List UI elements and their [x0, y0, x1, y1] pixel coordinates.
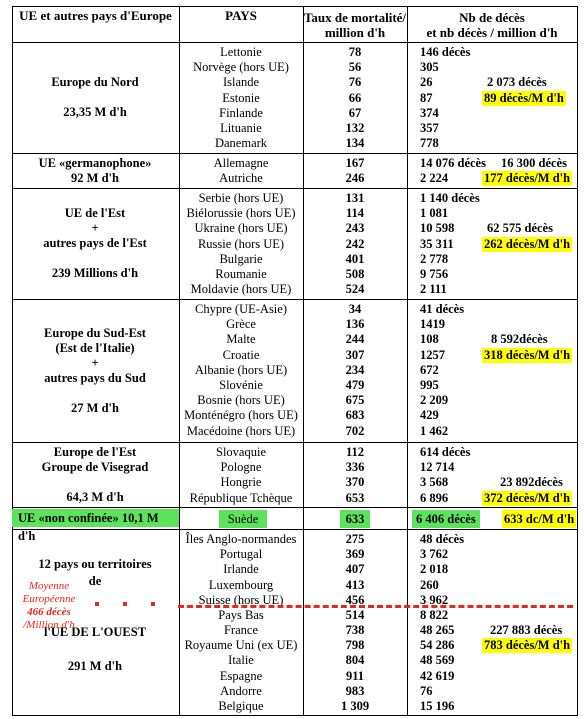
country-name: Malte	[226, 332, 256, 347]
death-count: 3 568	[420, 475, 449, 490]
region-label: 12 pays ou territoires	[38, 557, 152, 571]
country-name: Bulgarie	[219, 251, 263, 266]
country-name: Norvège (hors UE)	[193, 60, 289, 75]
death-count: 76	[420, 683, 433, 698]
mortality-rate: 76	[348, 75, 362, 90]
group-divider	[12, 529, 578, 530]
header-region: UE et autres pays d'Europe	[19, 8, 172, 23]
country-name: Pologne	[220, 460, 262, 475]
region-label: 92 M d'h	[71, 170, 119, 185]
death-count: 2 111	[420, 282, 447, 297]
country-name: Bosnie (hors UE)	[197, 393, 285, 408]
country-name: Lituanie	[220, 121, 262, 135]
average-note: 466 décès	[27, 606, 71, 618]
death-count: 614 décès	[420, 445, 471, 459]
mortality-rate: 112	[345, 445, 365, 459]
mortality-rate: 633	[340, 510, 370, 528]
group-total-deaths: 8 592décès	[491, 332, 548, 347]
region-label: 27 M d'h	[71, 400, 119, 415]
death-count: 48 décès	[420, 532, 465, 546]
death-count: 12 714	[420, 460, 455, 475]
region-label: UE de l'Est	[64, 206, 126, 220]
mortality-rate: 514	[345, 607, 365, 622]
column-divider	[577, 6, 578, 716]
mortality-rate: 653	[345, 490, 365, 505]
death-count: 35 311	[420, 236, 454, 251]
group-deaths-per-million: 177 décès/M d'h	[484, 171, 571, 186]
mortality-rate: 798	[345, 638, 365, 653]
region-label: l'UE DE L'OUEST	[43, 625, 147, 639]
region-label: +	[91, 355, 99, 370]
country-name: France	[223, 623, 258, 637]
country-name: Finlande	[219, 105, 263, 120]
region-label: autres pays de l'Est	[43, 236, 147, 250]
mortality-rate: 456	[345, 592, 365, 607]
country-name: Lettonie	[220, 45, 262, 59]
group-deaths-per-million: 89 décès/M d'h	[484, 90, 564, 105]
country-name: Espagne	[219, 668, 263, 683]
mortality-rate: 131	[345, 191, 365, 205]
average-marker	[95, 602, 99, 606]
country-name: Croatie	[222, 347, 260, 362]
group-total-deaths: 2 073 décès	[487, 75, 547, 90]
death-count: 6 896	[420, 490, 449, 505]
country-name: Pays Bas	[218, 607, 264, 622]
country-name: Suisse (hors UE)	[198, 592, 284, 607]
header-deces-line: Nb de décès	[459, 10, 525, 25]
average-note: /Million d'h	[23, 619, 75, 631]
group-total-deaths: 62 575 décès	[487, 221, 553, 236]
average-marker	[151, 602, 155, 606]
header-deces-line: et nb décès / million d'h	[426, 25, 558, 40]
group-divider	[12, 188, 578, 189]
death-count: 374	[420, 105, 439, 120]
group-divider	[12, 715, 578, 716]
mortality-rate: 242	[345, 236, 365, 251]
country-name: Macédoine (hors UE)	[186, 423, 296, 438]
death-count: 778	[420, 136, 439, 151]
mortality-rate: 246	[345, 171, 365, 186]
death-count: 2 209	[420, 393, 449, 408]
country-name: Slovénie	[219, 378, 263, 392]
table-border-top	[12, 6, 578, 7]
group-deaths-per-million: 633 dc/M d'h	[504, 512, 575, 526]
death-count: 1 462	[420, 423, 449, 438]
mortality-rate: 34	[348, 302, 362, 316]
country-name: Hongrie	[220, 475, 262, 490]
death-count: 48 569	[420, 653, 455, 668]
group-divider	[12, 507, 578, 508]
mortality-rate: 401	[345, 251, 365, 266]
mortality-rate: 524	[345, 282, 365, 297]
group-divider	[12, 442, 578, 443]
country-name: Slovaquie	[216, 445, 266, 459]
header-pays: PAYS	[225, 8, 257, 23]
column-divider	[407, 6, 408, 716]
country-name: Moldavie (hors UE)	[190, 282, 292, 297]
region-label: 291 M d'h	[67, 659, 123, 673]
group-divider	[12, 153, 578, 154]
mortality-rate: 983	[345, 683, 365, 698]
region-label: +	[91, 221, 99, 235]
header-taux-line: Taux de mortalité/	[303, 10, 407, 25]
country-name: Monténégro (hors UE)	[184, 408, 298, 423]
mortality-rate: 370	[345, 475, 365, 490]
average-note: Européenne	[22, 593, 76, 605]
mortality-rate: 407	[345, 562, 365, 577]
country-name: Serbie (hors UE)	[198, 191, 284, 205]
country-name: Irlande	[223, 562, 259, 577]
group-divider	[12, 299, 578, 300]
death-count: 8 822	[420, 607, 449, 622]
death-count: 48 265	[420, 623, 455, 637]
country-name: Roumanie	[215, 267, 267, 281]
column-divider	[12, 6, 13, 716]
mortality-rate: 243	[345, 221, 365, 236]
mortality-rate: 234	[345, 362, 365, 377]
mortality-rate: 804	[345, 653, 365, 668]
death-count: 87	[420, 90, 433, 105]
death-count: 54 286	[420, 638, 455, 653]
mortality-rate: 307	[345, 347, 365, 362]
region-label: 23,35 M d'h	[63, 105, 127, 119]
mortality-rate: 911	[345, 668, 365, 683]
region-label: 239 Millions d'h	[51, 266, 139, 280]
average-note: Moyenne	[28, 580, 70, 592]
death-count: 1 140 décès	[420, 191, 480, 205]
death-count: 1 081	[420, 206, 449, 221]
death-count: 108	[420, 332, 439, 347]
average-marker	[123, 602, 127, 606]
country-name: Grèce	[226, 317, 256, 332]
death-count: 1419	[420, 317, 445, 332]
group-total-deaths: 16 300 décès	[501, 156, 567, 170]
mortality-rate: 114	[345, 206, 365, 221]
region-label: UE «non confinée» 10,1 M d'h	[12, 509, 179, 527]
country-name: Danemark	[214, 136, 268, 151]
group-deaths-per-million: 783 décès/M d'h	[484, 638, 571, 653]
country-name: Belgique	[218, 698, 264, 713]
country-name: Îles Anglo-normandes	[185, 532, 297, 546]
region-label: 64,3 M d'h	[66, 489, 124, 504]
mortality-rate: 413	[345, 577, 365, 592]
mortality-rate: 56	[348, 60, 362, 75]
mortality-rate: 336	[345, 460, 365, 475]
region-label: Europe du Nord	[51, 75, 139, 89]
country-name: Chypre (UE-Asie)	[195, 302, 287, 316]
group-total-deaths: 227 883 décès	[490, 623, 563, 637]
mortality-rate: 702	[345, 423, 365, 438]
death-count: 357	[420, 121, 439, 135]
mortality-rate: 275	[345, 532, 365, 546]
death-count: 305	[420, 60, 439, 75]
country-name: Royaume Uni (ex UE)	[184, 638, 298, 653]
death-count: 41 décès	[420, 302, 465, 316]
group-total-deaths: 23 892décès	[500, 475, 563, 490]
death-count: 9 756	[420, 267, 449, 281]
mortality-rate: 66	[348, 90, 362, 105]
mortality-rate: 136	[345, 317, 365, 332]
death-count: 42 619	[420, 668, 455, 683]
header-taux-line: million d'h	[324, 25, 386, 40]
mortality-rate: 369	[345, 547, 365, 562]
mortality-rate: 167	[345, 156, 365, 170]
death-count: 6 406 décès	[412, 510, 480, 528]
mortality-rate: 67	[348, 105, 362, 120]
country-name: Ukraine (hors UE)	[194, 221, 288, 236]
group-deaths-per-million: 372 décès/M d'h	[484, 490, 571, 505]
region-label: Groupe de Visegrad	[41, 459, 149, 474]
death-count: 1257	[420, 347, 445, 362]
region-label: autres pays du Sud	[44, 370, 146, 385]
group-deaths-per-million: 262 décès/M d'h	[484, 236, 571, 251]
country-name: Russie (hors UE)	[197, 236, 285, 251]
country-name: Andorre	[220, 683, 262, 698]
region-label: de	[88, 574, 102, 588]
death-count: 15 196	[420, 698, 455, 713]
mortality-rate: 244	[345, 332, 365, 347]
country-name: Italie	[228, 653, 254, 668]
mortality-rate: 508	[345, 267, 365, 281]
mortality-rate: 675	[345, 393, 365, 408]
country-name: Suède	[219, 510, 267, 528]
death-count: 14 076 décès	[420, 156, 486, 170]
mortality-rate: 1 309	[340, 698, 370, 713]
death-count: 2 778	[420, 251, 449, 266]
death-count: 26	[420, 75, 433, 90]
death-count: 10 598	[420, 221, 455, 236]
country-name: Islande	[222, 75, 260, 90]
country-name: Albanie (hors UE)	[194, 362, 288, 377]
death-count: 146 décès	[420, 45, 471, 59]
mortality-rate: 479	[345, 378, 365, 392]
country-name: Luxembourg	[208, 577, 274, 592]
mortality-rate: 738	[345, 623, 365, 637]
mortality-rate: 78	[348, 45, 362, 59]
header-divider	[12, 42, 578, 43]
region-label: Europe de l'Est	[53, 444, 137, 459]
country-name: Allemagne	[213, 156, 269, 170]
death-count: 672	[420, 362, 439, 377]
country-name: Portugal	[219, 547, 263, 562]
average-line	[178, 605, 573, 608]
mortality-rate: 134	[345, 136, 365, 151]
country-name: Autriche	[219, 171, 263, 186]
death-count: 260	[420, 577, 439, 592]
group-deaths-per-million: 318 décès/M d'h	[484, 347, 571, 362]
death-count: 2 224	[420, 171, 449, 186]
region-label: UE «germanophone»	[38, 155, 152, 170]
death-count: 995	[420, 378, 439, 392]
death-count: 2 018	[420, 562, 449, 577]
region-label: Europe du Sud-Est	[44, 325, 146, 340]
mortality-rate: 683	[345, 408, 365, 423]
region-label: (Est de l'Italie)	[55, 340, 135, 355]
country-name: République Tchèque	[189, 490, 293, 505]
mortality-rate: 132	[345, 121, 365, 135]
death-count: 429	[420, 408, 439, 423]
country-name: Estonie	[222, 90, 260, 105]
country-name: Biélorussie (hors UE)	[186, 206, 296, 221]
death-count: 3 762	[420, 547, 449, 562]
death-count: 3 962	[420, 592, 449, 607]
